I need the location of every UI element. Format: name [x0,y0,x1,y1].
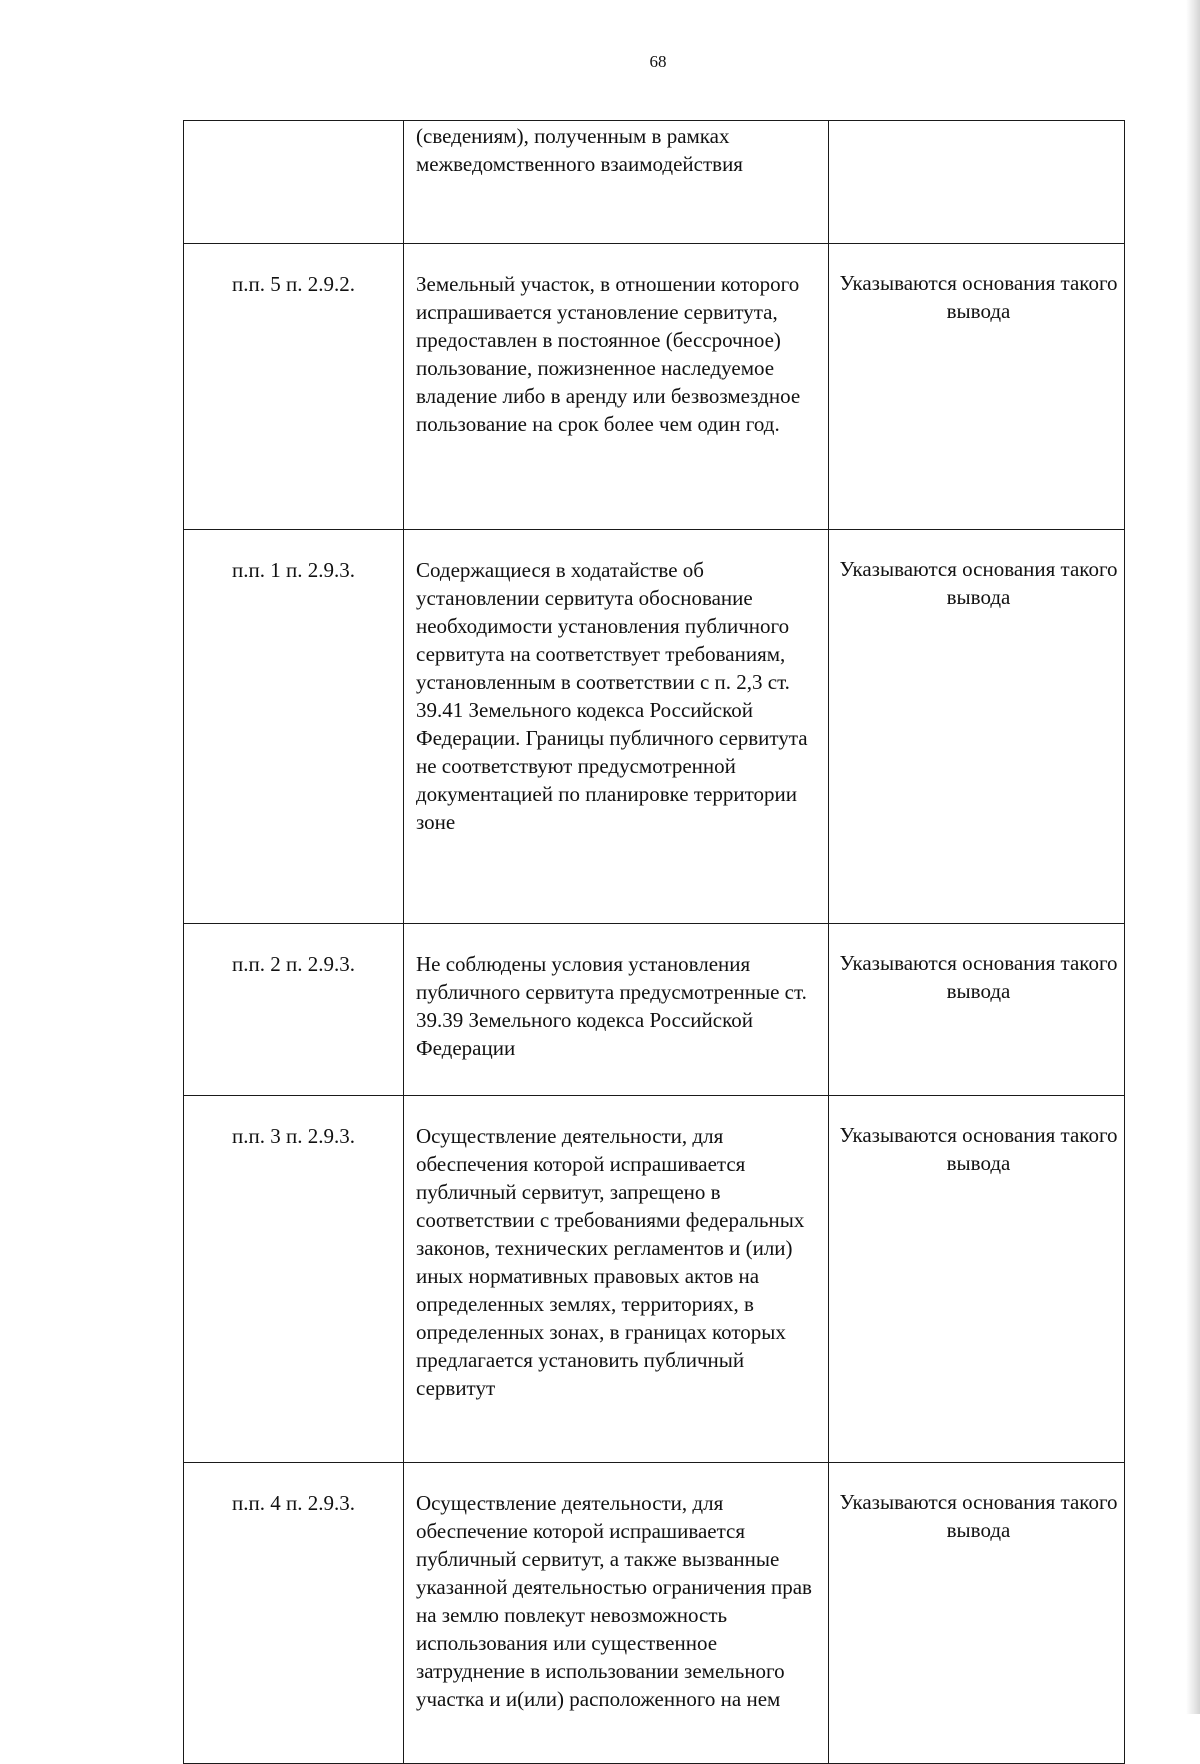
clause-reference: п.п. 5 п. 2.9.2. [184,244,404,530]
refusal-reason [404,244,829,530]
refusal-reason-text: Не соблюдены условия установления публичного сервитута предусмотренные ст. 39.39 Земельного кодекса Российской Федерации [416,952,807,1060]
refusal-reason [404,530,829,924]
refusal-reason-text: Осуществление деятельности, для обеспечения которой испрашивается публичный сервитут, запрещено в соответствии с требованиями федеральных законов, технических регламентов и (или) иных нормативных правовых актов на определенных землях, территориях, в определенных зонах, в границах которых предлагается установить публичный сервитут [416,1124,805,1400]
document-table [183,120,1125,1764]
explanation-note: Указываются основания такого вывода [829,924,1125,1096]
explanation-note: Указываются основания такого вывода [829,1096,1125,1463]
table-row [184,1096,1125,1463]
table-row [184,530,1125,924]
refusal-reason [404,1463,829,1764]
page-number: 68 [649,52,667,71]
table-row [184,924,1125,1096]
refusal-reason [404,121,829,244]
table-row [184,121,1125,244]
explanation-note [829,121,1125,244]
clause-reference: п.п. 1 п. 2.9.3. [184,530,404,924]
explanation-note: Указываются основания такого вывода [829,530,1125,924]
clause-reference [184,121,404,244]
refusal-reason-text: (сведениям), полученным в рамках межведомственного взаимодействия [416,124,743,176]
clause-reference: п.п. 4 п. 2.9.3. [184,1463,404,1764]
explanation-note: Указываются основания такого вывода [829,244,1125,530]
table-row [184,1463,1125,1764]
clause-reference: п.п. 2 п. 2.9.3. [184,924,404,1096]
refusal-reason-text: Осуществление деятельности, для обеспечение которой испрашивается публичный сервитут, а также вызванные указанной деятельностью ограничения прав на землю повлекут невозможность использования или существенное затруднение в использовании земельного участка и и(или) расположенного на нем [416,1491,812,1711]
clause-reference: п.п. 3 п. 2.9.3. [184,1096,404,1463]
refusal-reason [404,924,829,1096]
refusal-reason-text: Содержащиеся в ходатайстве об установлении сервитута обоснование необходимости установления публичного сервитута на соответствует требованиям, установленным в соответствии с п. 2,3 ст. 39.41 Земельного кодекса Российской Федерации. Границы публичного сервитута не соответствуют предусмотренной документацией по планировке территории зоне [416,558,808,834]
refusal-reason-text: Земельный участок, в отношении которого испрашивается установление сервитута, предоставлен в постоянное (бессрочное) пользование, пожизненное наследуемое владение либо в аренду или безвозмездное пользование на срок более чем один год. [416,272,801,436]
refusal-reason [404,1096,829,1463]
scan-edge [1186,0,1200,1714]
table-row [184,244,1125,530]
explanation-note: Указываются основания такого вывода [829,1463,1125,1764]
